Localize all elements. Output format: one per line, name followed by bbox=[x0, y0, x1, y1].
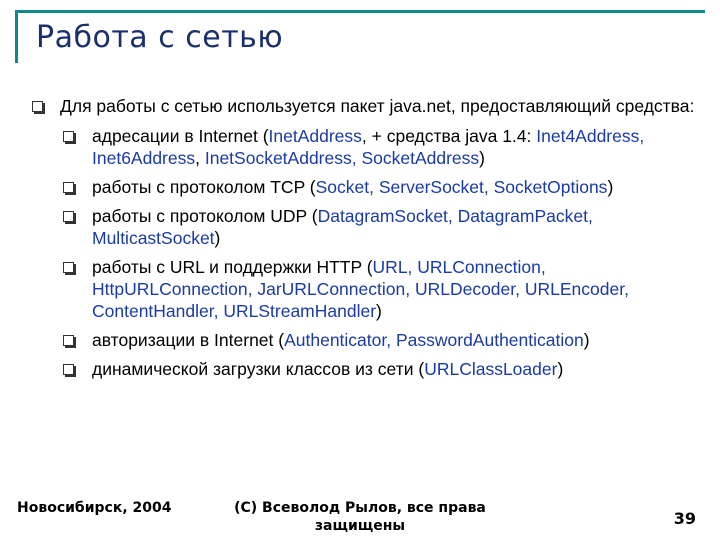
square-bullet-icon bbox=[63, 262, 74, 273]
footer-location: Новосибирск, 2004 bbox=[17, 500, 172, 516]
item-text: ) bbox=[214, 228, 221, 248]
square-bullet-icon bbox=[63, 211, 74, 222]
intro-bullet bbox=[32, 95, 697, 117]
class-name-text: DatagramSocket, DatagramPacket, MulticastSocket bbox=[92, 206, 593, 248]
sub-bullet-item bbox=[32, 205, 697, 249]
item-text: работы с URL и поддержки HTTP ( bbox=[92, 257, 373, 277]
footer-copyright: (C) Всеволод Рылов, все права защищены bbox=[234, 500, 486, 534]
class-name-text: InetSocketAddress, SocketAddress bbox=[204, 148, 480, 168]
item-text: , + средства java 1.4: bbox=[361, 126, 537, 146]
item-text: работы с протоколом TCP ( bbox=[92, 177, 316, 197]
intro-text: Для работы с сетью используется пакет java.net, предоставляющий средства: bbox=[60, 96, 695, 116]
item-text: авторизации в Internet ( bbox=[92, 330, 285, 350]
item-text: ) bbox=[376, 301, 382, 321]
slide-content bbox=[32, 95, 697, 387]
item-text: адресации в Internet ( bbox=[92, 126, 269, 146]
sub-bullet-item bbox=[32, 176, 697, 198]
item-text: ) bbox=[607, 177, 614, 197]
item-text: , bbox=[195, 148, 205, 168]
title-top-rule bbox=[15, 10, 705, 13]
item-text: ) bbox=[557, 359, 564, 379]
item-text: ) bbox=[583, 330, 590, 350]
class-name-text: Inet4Address, Inet6Address bbox=[92, 126, 645, 168]
square-bullet-icon bbox=[63, 364, 74, 375]
square-bullet-icon bbox=[32, 101, 43, 112]
sub-bullet-item bbox=[32, 329, 697, 351]
item-text: работы с протоколом UDP ( bbox=[92, 206, 318, 226]
item-text: динамической загрузки классов из сети ( bbox=[92, 359, 425, 379]
class-name-text: URLClassLoader bbox=[424, 359, 558, 379]
class-name-text: InetAddress bbox=[268, 126, 362, 146]
square-bullet-icon bbox=[63, 335, 74, 346]
class-name-text: Socket, ServerSocket, SocketOptions bbox=[315, 177, 608, 197]
class-name-text: Authenticator, PasswordAuthentication bbox=[284, 330, 584, 350]
sub-bullet-item bbox=[32, 125, 697, 169]
class-name-text: URL, URLConnection, HttpURLConnection, JarURLConnection, URLDecoder, URLEncoder, ContentHandler, URLStreamHandler bbox=[92, 257, 629, 321]
sub-bullet-item bbox=[32, 256, 697, 322]
square-bullet-icon bbox=[63, 182, 74, 193]
item-text: ) bbox=[479, 148, 485, 168]
title-side-bar bbox=[15, 13, 18, 63]
page-number: 39 bbox=[673, 509, 696, 528]
sub-bullet-list bbox=[32, 125, 697, 380]
sub-bullet-item bbox=[32, 358, 697, 380]
square-bullet-icon bbox=[63, 131, 74, 142]
slide-title: Работа с сетью bbox=[36, 20, 284, 55]
